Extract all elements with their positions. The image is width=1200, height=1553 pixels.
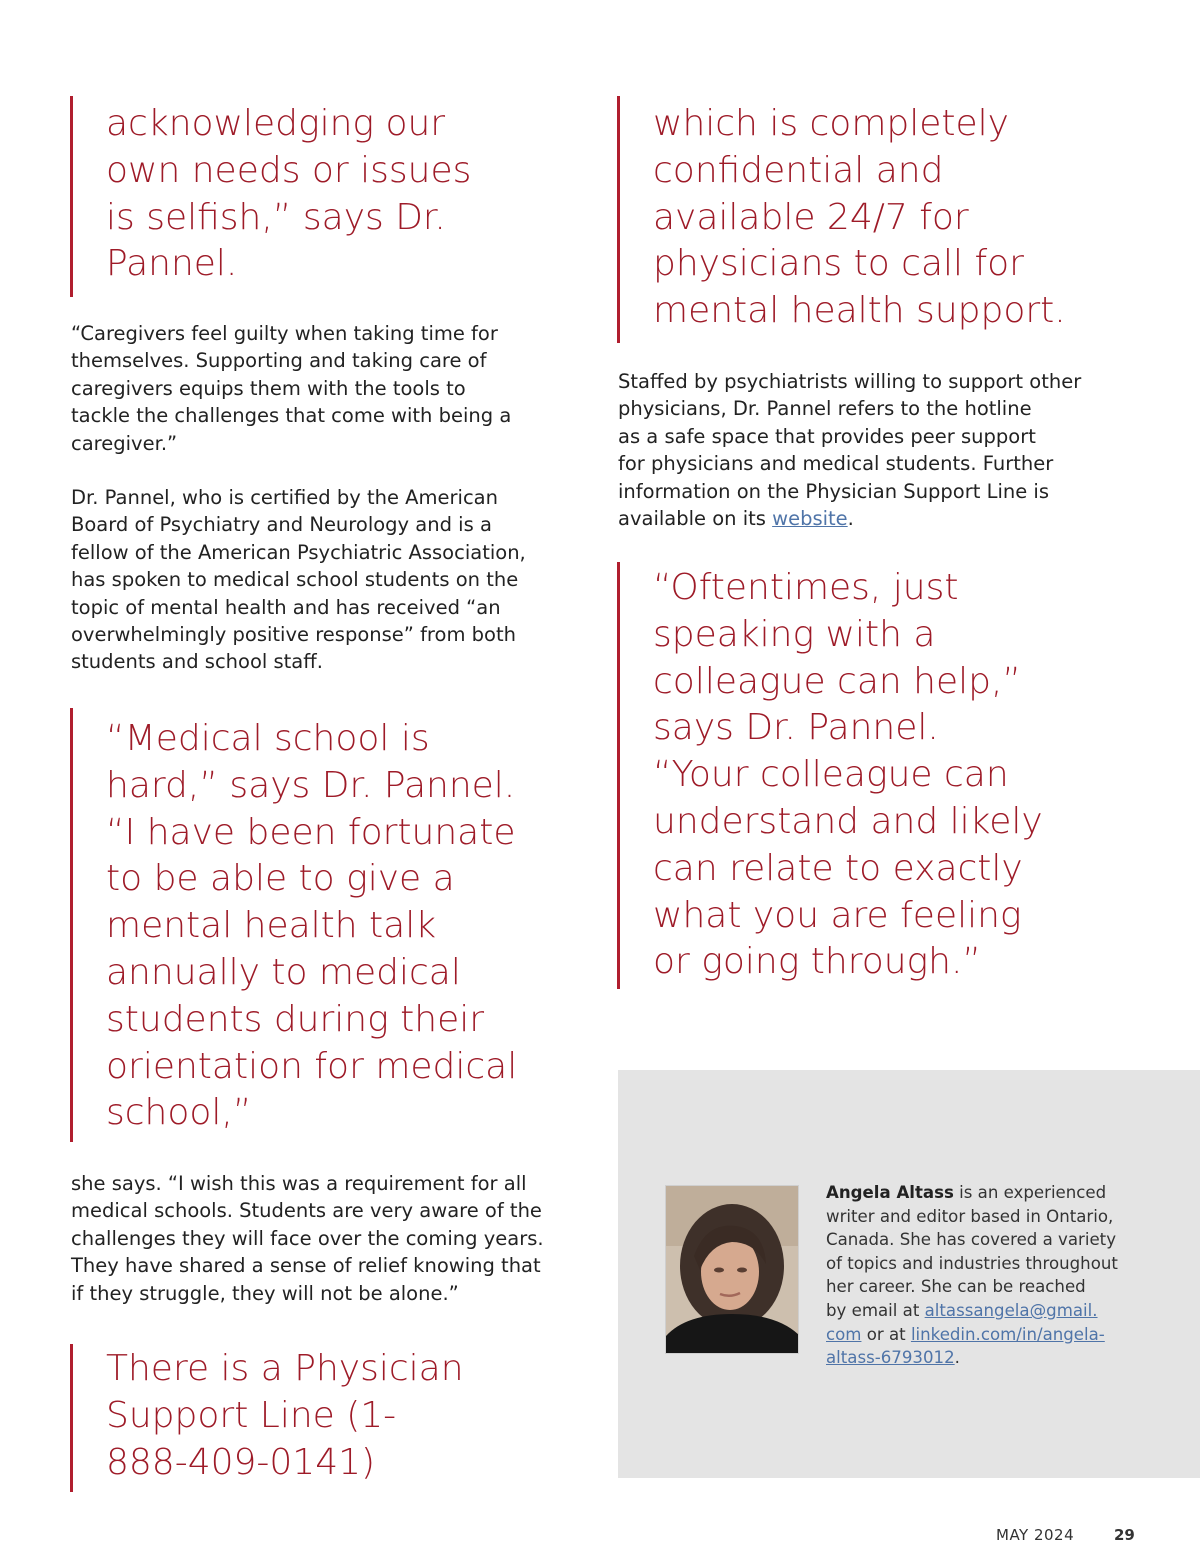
author-portrait-icon	[666, 1186, 799, 1354]
text-line: own needs or issues	[106, 149, 472, 191]
linkedin-link-part2[interactable]: altass-6793012	[826, 1348, 955, 1368]
bio-lines	[826, 1205, 1118, 1299]
last-line-prefix: available on its	[618, 507, 773, 531]
text-line: topic of mental health and has received “an	[71, 595, 501, 619]
text-line: available 24/7 for	[653, 196, 969, 238]
pull-quote-support-line	[70, 1344, 464, 1492]
text-line: what you are feeling	[653, 894, 1022, 936]
text-line: understand and likely	[653, 800, 1043, 842]
text-line: hard,” says Dr. Pannel.	[106, 764, 516, 806]
text-line: tackle the challenges that come with being a	[71, 404, 512, 428]
text-line: Dr. Pannel, who is certified by the American	[71, 486, 498, 509]
text-line: “I have been fortunate	[106, 811, 516, 853]
text-line: 888-409-0141)	[106, 1441, 376, 1483]
last-line-period: .	[847, 507, 854, 531]
website-link[interactable]: website	[772, 507, 848, 531]
bio-email-prefix: by email at	[826, 1300, 925, 1320]
text-line: which is completely	[653, 103, 1009, 144]
text-line: her career. She can be reached	[826, 1277, 1086, 1297]
text-line: writer and editor based in Ontario,	[826, 1206, 1114, 1226]
text-line: of topics and industries throughout	[826, 1253, 1118, 1273]
text-line: for physicians and medical students. Further	[618, 452, 1054, 476]
text-line: if they struggle, they will not be alone.”	[71, 1281, 459, 1305]
bio-or-at: or at	[861, 1324, 911, 1344]
pull-quote-selfish	[70, 96, 471, 297]
text-line: annually to medical	[106, 951, 461, 993]
text-line: she says. “I wish this was a requirement for all	[71, 1172, 527, 1195]
paragraph-staffed-last-line	[618, 505, 1081, 532]
text-line: or going through.”	[653, 941, 982, 983]
linkedin-link-part1[interactable]: linkedin.com/in/angela-	[910, 1324, 1105, 1344]
paragraph-staffed	[618, 368, 1081, 532]
text-line: information on the Physician Support Line is	[618, 479, 1050, 503]
text-line: caregiver.”	[71, 431, 178, 455]
text-line: speaking with a	[653, 613, 936, 655]
text-line: students and school staff.	[71, 650, 323, 674]
bio-period: .	[954, 1348, 960, 1368]
paragraph-staffed-lines	[618, 368, 1081, 505]
text-line: confidential and	[653, 149, 944, 191]
text-line: There is a Physician	[106, 1348, 464, 1389]
text-line: physicians, Dr. Pannel refers to the hotline	[618, 397, 1032, 421]
text-line: to be able to give a	[106, 858, 455, 900]
text-line: is selfish,” says Dr.	[106, 196, 446, 238]
text-line: orientation for medical	[106, 1045, 518, 1087]
text-line: students during their	[106, 998, 485, 1040]
text-line: themselves. Supporting and taking care of	[71, 349, 487, 373]
text-line: Support Line (1-	[106, 1394, 397, 1436]
text-line: acknowledging our	[106, 103, 446, 144]
text-line: can relate to exactly	[653, 847, 1023, 889]
footer-issue-date: MAY 2024	[996, 1526, 1075, 1544]
text-line: Canada. She has covered a variety	[826, 1230, 1117, 1250]
text-line: They have shared a sense of relief knowing that	[71, 1254, 541, 1278]
paragraph-certified	[71, 484, 526, 676]
text-line: “Your colleague can	[653, 754, 1009, 796]
text-line: challenges they will face over the coming years.	[71, 1226, 544, 1250]
bio-line1-rest: is an experienced	[953, 1183, 1107, 1202]
text-line: mental health support.	[653, 290, 1066, 332]
email-link-part1[interactable]: altassangela@gmail.	[924, 1300, 1098, 1320]
author-name: Angela Altass	[826, 1183, 954, 1202]
text-line: Pannel.	[106, 243, 238, 285]
text-line: “Medical school is	[106, 718, 430, 759]
paragraph-caregivers	[71, 320, 511, 457]
text-line: fellow of the American Psychiatric Association,	[71, 540, 526, 564]
text-line: overwhelmingly positive response” from both	[71, 623, 516, 647]
text-line: caregivers equips them with the tools to	[71, 376, 466, 400]
pull-quote-colleague	[617, 562, 1043, 989]
text-line: colleague can help,”	[653, 660, 1022, 702]
text-line: school,”	[106, 1092, 252, 1134]
author-photo	[665, 1185, 799, 1354]
text-line: Staffed by psychiatrists willing to support other	[618, 370, 1082, 393]
author-bio-text	[826, 1181, 1118, 1370]
text-line: as a safe space that provides peer support	[618, 424, 1036, 448]
pull-quote-confidential	[617, 96, 1066, 343]
text-line: mental health talk	[106, 905, 437, 947]
text-line: has spoken to medical school students on the	[71, 568, 519, 592]
text-line: “Caregivers feel guilty when taking time for	[71, 322, 498, 345]
email-link-part2[interactable]: com	[826, 1324, 862, 1344]
pull-quote-medical-school	[70, 708, 517, 1142]
text-line: “Oftentimes, just	[653, 567, 959, 608]
footer-page-number: 29	[1114, 1526, 1135, 1544]
text-line: says Dr. Pannel.	[653, 707, 939, 749]
text-line: medical schools. Students are very aware of the	[71, 1199, 542, 1223]
text-line: Board of Psychiatry and Neurology and is a	[71, 513, 492, 537]
paragraph-she-says	[71, 1170, 544, 1307]
text-line: physicians to call for	[653, 243, 1024, 285]
